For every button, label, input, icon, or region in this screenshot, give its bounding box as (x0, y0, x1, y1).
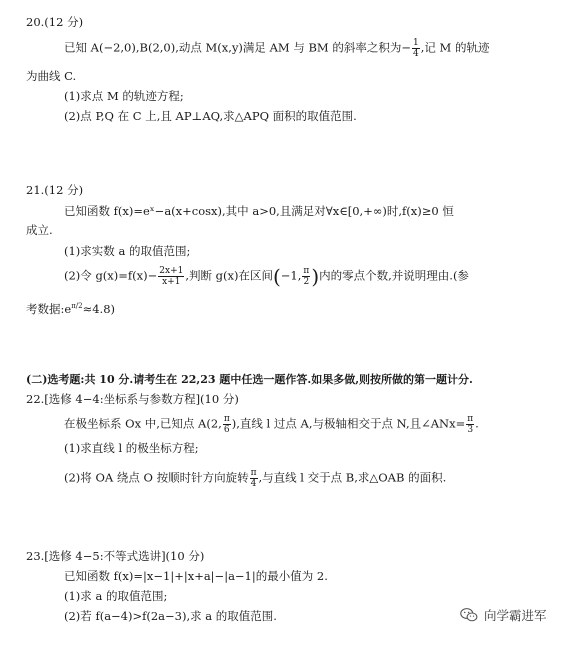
q23-part2: (2)若 f(a−4)>f(2a−3),求 a 的取值范围. (64, 609, 277, 623)
q20-part1: (1)求点 M 的轨迹方程; (64, 89, 184, 103)
q23-header: 23.[选修 4−5:不等式选讲](10 分) (26, 549, 205, 563)
q22-part2 (64, 468, 446, 489)
q21-part2-text-c: 内的零点个数,并说明理由.(参 (319, 268, 469, 283)
q21-stem-line1: 已知函数 f(x)=eˣ−a(x+cosx),其中 a>0,且满足对∀x∈[0,+∞)时,f(x)≥0 恒 (64, 204, 454, 218)
q21-interval-text: −1, (280, 268, 302, 283)
q22-stem-text-b: ),直线 l 过点 A,与极轴相交于点 N,且∠ANx= (231, 416, 466, 431)
q22-fraction1-den: 6 (223, 425, 230, 435)
q21-interval-close-paren: ) (311, 264, 320, 289)
q22-header: 22.[选修 4−4:坐标系与参数方程](10 分) (26, 392, 239, 406)
q21-part1: (1)求实数 a 的取值范围; (64, 244, 191, 258)
q20-fraction (412, 38, 420, 59)
q22-stem-text-c: . (475, 416, 479, 431)
wechat-icon (460, 607, 478, 623)
q20-part2: (2)点 P,Q 在 C 上,且 AP⊥AQ,求△APQ 面积的取值范围. (64, 109, 357, 123)
q21-fraction-den: x+1 (162, 277, 181, 287)
q21-interval-open-paren: ( (272, 264, 281, 289)
q22-fraction2 (466, 414, 474, 435)
q22-part2-fraction (250, 468, 258, 489)
q21-ref-exponent: π/2 (71, 302, 83, 310)
q20-stem-line1 (64, 38, 489, 59)
q21-reference-data (26, 298, 115, 317)
q21-header: 21.(12 分) (26, 183, 84, 197)
q22-part2-text-a: (2)将 OA 绕点 O 按顺时针方向旋转 (64, 470, 249, 485)
q22-stem-text-a: 在极坐标系 Ox 中,已知点 A(2, (64, 416, 222, 431)
q21-part2-text-b: ,判断 g(x)在区间 (185, 268, 273, 283)
q21-fraction (158, 266, 184, 287)
q21-fraction-num: 2x+1 (159, 266, 184, 276)
q20-fraction-num: 1 (413, 38, 419, 48)
q21-ref-text-a: 考数据:e (26, 301, 72, 316)
q21-ref-text-b: ≈4.8) (82, 301, 116, 316)
q22-fraction1-num: π (223, 414, 230, 424)
q21-stem-line2: 成立. (26, 223, 53, 237)
q23-stem: 已知函数 f(x)=|x−1|+|x+a|−|a−1|的最小值为 2. (64, 569, 328, 583)
q21-pi-den: 2 (303, 277, 310, 287)
q22-part2-fraction-num: π (250, 468, 257, 478)
q21-pi-fraction (302, 266, 310, 287)
watermark-text: 向学霸进军 (484, 608, 547, 623)
q22-fraction2-num: π (467, 414, 474, 424)
wechat-watermark (460, 606, 547, 624)
q20-fraction-den: 4 (413, 49, 419, 59)
q23-part1: (1)求 a 的取值范围; (64, 589, 168, 603)
q20-stem-text-a: 已知 A(−2,0),B(2,0),动点 M(x,y)满足 AM 与 BM 的斜率之积为− (64, 40, 411, 55)
q22-stem-line1 (64, 414, 479, 435)
q21-pi-num: π (303, 266, 310, 276)
q20-stem-line2: 为曲线 C. (26, 69, 77, 83)
section2-header: (二)选考题:共 10 分.请考生在 22,23 题中任选一题作答.如果多做,则按所做的第一题计分. (26, 373, 473, 386)
q22-part2-fraction-den: 4 (250, 479, 257, 489)
q20-stem-text-b: ,记 M 的轨迹 (420, 40, 490, 55)
q22-fraction1 (223, 414, 231, 435)
q22-fraction2-den: 3 (467, 425, 474, 435)
q21-part2-text-a: (2)令 g(x)=f(x)− (64, 268, 158, 283)
q22-part1: (1)求直线 l 的极坐标方程; (64, 441, 199, 455)
q20-header: 20.(12 分) (26, 15, 84, 29)
q21-part2 (64, 266, 469, 287)
q22-part2-text-b: ,与直线 l 交于点 B,求△OAB 的面积. (258, 470, 447, 485)
